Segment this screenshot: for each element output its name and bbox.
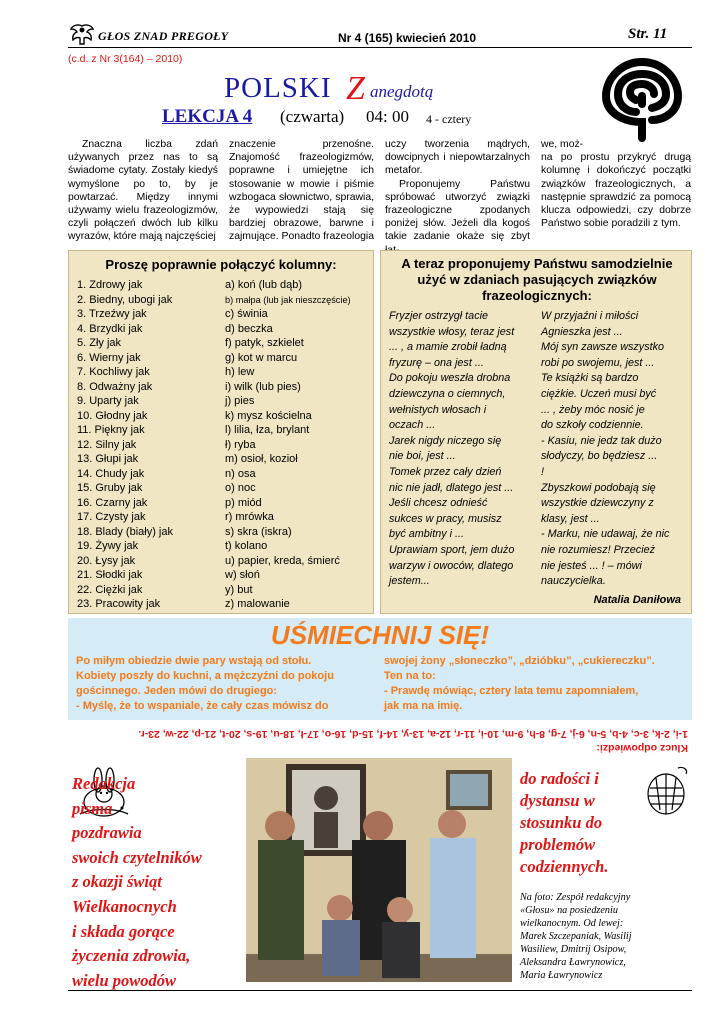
exercise-1-item: 21. Słodki jak (77, 569, 143, 581)
exercise-1-item: 7. Kochliwy jak (77, 366, 150, 378)
exercise-2-line: nie rozumiesz! Przecież (541, 543, 656, 556)
joke-line: Ten na to: (384, 670, 436, 682)
exercise-1-item: 1. Zdrowy jak (77, 279, 143, 291)
joke-right (384, 654, 684, 714)
header-rule (68, 47, 692, 48)
exercise-2-line: Jeśli chcesz odnieść (389, 497, 488, 510)
exercise-1-option: a) koń (lub dąb) (225, 279, 303, 291)
logo-text: GŁOS ZNAD PREGOŁY (98, 29, 229, 43)
exercise-1-option: m) osioł, kozioł (225, 453, 298, 465)
article-col-3a-text: uczy tworzenia mądrych, dowcipnych i niepowtarzalnych metafor. (385, 139, 530, 177)
exercise-1-option: d) beczka (225, 322, 273, 335)
exercise-1-option: n) osa (225, 467, 256, 480)
lesson-label: LEKCJA 4 (162, 106, 253, 127)
exercise-2-line: ciężkie. Uczeń musi być (541, 387, 657, 400)
joke-line: - Prawdę mówiąc, cztery lata temu zapomniałem, (384, 685, 639, 697)
exercise-1-option: l) lilia, łza, brylant (225, 424, 310, 436)
joke-line: Po miłym obiedzie dwie pary wstają od stołu. (76, 655, 312, 667)
greeting-line: wielu powodów (72, 970, 177, 990)
answer-key-text: 1-i, 2-k, 3-c, 4-b, 5-n, 6-j, 7-g, 8-h, 9-m, 10-i, 11-r, 12-a, 13-y, 14-f, 15-d, 16-o, 17-ł, 18-u, 19-s, 20-t, 21-p, 22-w, 23-r. (138, 728, 688, 740)
exercise-1-option: f) patyk, szkielet (225, 337, 304, 349)
exercise-2-line: ! (541, 465, 544, 478)
greeting-line: swoich czytelników (72, 847, 202, 867)
greeting-line: stosunku do (520, 813, 603, 832)
exercise-1-item: 6. Wierny jak (77, 351, 141, 364)
angel-logo-icon (68, 22, 96, 48)
exercise-2-line: słodyczy, bo będziesz ... (541, 450, 658, 463)
article-col-4 (541, 138, 691, 230)
exercise-2-right-list (541, 309, 687, 590)
exercise-2-line: Fryzjer ostrzygł tacie (389, 310, 488, 322)
article-col-3 (385, 138, 530, 257)
exercise-2-line: Do pokoju weszła drobna (389, 372, 511, 385)
greeting-line: i składa gorące (72, 921, 175, 941)
exercise-2-line: - Marku, nie udawaj, że nic (541, 528, 670, 541)
exercise-2-line: robi po swojemu, jest ... (541, 356, 655, 369)
greeting-line: problemów (520, 835, 596, 854)
exercise-1-item: 19. Żywy jak (77, 540, 139, 552)
exercise-1-item: 20. Łysy jak (77, 554, 136, 567)
exercise-2-line: fryzurę – ona jest ... (389, 356, 484, 369)
greeting-right (520, 768, 640, 878)
exercise-2-line: Te książki są bardzo (541, 372, 639, 385)
article-col-2-text: znaczenie przenośne. Znajomość frazeologizmów, poprawne i umiejętne ich stosowanie w mowie i piśmie wzbogaca słownictwo, sprawia, że wypowiedzi stają się bardziej obrazowe, barwne i zajmujące. Ponadto frazeologia (229, 139, 374, 243)
exercise-2-line: nic nie jadł, dlatego jest ... (389, 481, 514, 494)
exercise-2-line: dziewczyna o ciemnych, (389, 387, 506, 400)
exercise-1-option: g) kot w marcu (225, 351, 298, 364)
exercise-2-line: wszystkie dziewczyny z (541, 497, 654, 510)
exercise-1-item: 13. Głupi jak (77, 453, 139, 465)
exercise-2-author: Natalia Daniłowa (593, 594, 681, 606)
greeting-line: życzenia zdrowia, (72, 946, 191, 966)
greeting-line: pozdrawia (72, 823, 142, 843)
exercise-2-line: Tomek przez cały dzień (389, 465, 502, 478)
exercise-1-left-list (77, 278, 227, 612)
answer-key-label: Klucz odpowiedzi: (596, 742, 688, 754)
exercise-1-option: s) skra (iskra) (225, 525, 292, 538)
lesson-time-note: 4 - cztery (426, 112, 472, 126)
exercise-2-line: nie boi, jest ... (389, 450, 456, 463)
exercise-1-option: p) miód (225, 496, 262, 509)
exercise-1-box (68, 250, 374, 614)
joke-line: swojej żony „słoneczko”, „dzióbku”, „cukiereczku”. (384, 655, 655, 667)
exercise-1-item: 5. Zły jak (77, 337, 122, 349)
exercise-2-line: Mój syn zawsze wszystko (541, 341, 664, 354)
exercise-2-line: - Kasiu, nie jedz tak dużo (541, 434, 662, 447)
exercise-1-item: 10. Głodny jak (77, 409, 148, 422)
title-block (150, 72, 570, 132)
answer-key (68, 724, 692, 754)
exercise-1-item: 15. Gruby jak (77, 482, 143, 494)
exercise-1-option: i) wilk (lub pies) (225, 380, 301, 393)
exercise-1-item: 3. Trzeźwy jak (77, 308, 147, 320)
title-anegdota: anegdotą (370, 82, 434, 101)
exercise-1-item: 2. Biedny, ubogi jak (77, 293, 173, 306)
exercise-1-item: 14. Chudy jak (77, 467, 145, 480)
title-z: Z (346, 70, 365, 107)
exercise-2-line: Agnieszka jest ... (541, 325, 623, 338)
exercise-1-option: k) mysz kościelna (225, 409, 312, 422)
exercise-1-option: j) pies (225, 395, 255, 407)
article-col-4a-text: we, moż- (541, 139, 584, 150)
exercise-1-item: 4. Brzydki jak (77, 322, 143, 335)
exercise-1-item: 8. Odważny jak (77, 380, 153, 393)
greeting-line: dystansu w (520, 791, 595, 810)
exercise-2-line: ... , żeby móc nosić je (541, 403, 645, 416)
joke-box (68, 618, 692, 720)
exercise-1-item: 17. Czysty jak (77, 511, 146, 523)
issue-info: Nr 4 (165) kwiecień 2010 (338, 31, 477, 45)
title-polski: POLSKI (224, 72, 332, 104)
exercise-2-line: Uprawiam sport, jem dużo (389, 543, 515, 556)
greeting-line: do radości i (520, 769, 599, 788)
photo-caption: Na foto: Zespół redakcyjny «Głosu» na posiedzeniu wielkanocnym. Od lewej: Marek Szczepaniak, Wasilij Wasiliew, Dmitrij Osipow, Aleksandra Ławrynowicz, Maria Ławrynowicz (520, 892, 632, 981)
greeting-section (68, 758, 692, 990)
joke-title: UŚMIECHNIJ SIĘ! (270, 620, 490, 650)
exercise-1-option: r) mrówka (225, 511, 274, 523)
exercise-2-line: warzyw i owoców, dlatego (389, 559, 514, 572)
greeting-line: pisma (72, 798, 113, 818)
exercise-1-option: w) słoń (225, 569, 260, 581)
exercise-2-line: być ambitny i ... (389, 528, 465, 541)
exercise-2-title: A teraz proponujemy Państwu samodzielnie użyć w zdaniach pasujących związków frazeologicznych: (401, 256, 673, 303)
lesson-day: (czwarta) (280, 107, 345, 126)
exercise-1-option: t) kolano (225, 540, 268, 552)
exercise-2-line: wełnistych włosach i (389, 403, 487, 416)
exercise-2-line: wszystkie włosy, teraz jest (389, 325, 515, 338)
exercise-1-item: 12. Silny jak (77, 438, 137, 451)
exercise-2-line: oczach ... (389, 419, 436, 432)
exercise-1-option: b) małpa (lub jak nieszczęście) (225, 294, 351, 305)
exercise-1-option: c) świnia (225, 308, 268, 320)
greeting-left (72, 772, 242, 993)
exercise-2-line: nauczycielka. (541, 575, 606, 588)
exercise-1-item: 23. Pracowity jak (77, 598, 161, 610)
footer-rule (68, 990, 692, 991)
exercise-1-item: 11. Piękny jak (77, 424, 145, 436)
joke-line: Kobiety poszły do kuchni, a mężczyźni do pokoju (76, 670, 334, 682)
exercise-1-item: 18. Blady (biały) jak (77, 525, 173, 538)
exercise-1-option: h) lew (225, 366, 255, 378)
continued-note: (c.d. z Nr 3(164) – 2010) (68, 53, 183, 65)
exercise-2-line: sukces w pracy, musisz (389, 512, 502, 525)
labyrinth-image (592, 52, 692, 144)
easter-egg-basket-icon (638, 762, 694, 818)
exercise-1-option: o) noc (225, 482, 256, 494)
exercise-1-title: Proszę poprawnie połączyć kolumny: (105, 257, 337, 272)
exercise-1-item: 22. Ciężki jak (77, 583, 143, 596)
greeting-line: Wielkanocnych (72, 896, 177, 916)
exercise-1-item: 9. Uparty jak (77, 395, 139, 407)
exercise-2-line: ... , a mamie zrobił ładną (389, 341, 507, 354)
greeting-line: Redakcja (72, 774, 136, 793)
lesson-time: 04: 00 (366, 107, 409, 126)
exercise-2-line: nie jesteś ... ! – mówi (541, 559, 642, 572)
article-col-4b-text: na po prostu przykryć drugą kolumnę i dokończyć początki związków frazeologicznych, a następnie sprawdzić za pomocą klucza odpowiedzi, czy dobrze Państwo sobie poradzili z tym. (541, 152, 691, 230)
joke-line: jak ma na imię. (384, 700, 463, 712)
joke-left (76, 654, 376, 714)
exercise-2-line: Jarek nigdy niczego się (389, 434, 502, 447)
page-number: Str. 11 (628, 26, 668, 42)
exercise-1-option: u) papier, kreda, śmierć (225, 554, 340, 567)
exercise-1-option: ł) ryba (225, 438, 256, 451)
article-col-3b-text: Proponujemy Państwu spróbować utworzyć związki frazeologiczne zpodanych poniżej słów. Jeżeli dla kogoś takie zadanie okaże się zbyt (385, 178, 530, 243)
editorial-team-photo (246, 758, 512, 982)
exercise-1-right-list (225, 278, 375, 612)
article-col-1 (68, 138, 218, 244)
exercise-2-line: jestem... (389, 575, 430, 588)
exercise-2-line: do szkoły codziennie. (541, 419, 644, 432)
exercise-1-item: 16. Czarny jak (77, 496, 148, 509)
exercise-2-line: W przyjaźni i miłości (541, 310, 639, 322)
article-col-2 (229, 138, 374, 244)
exercise-2-line: klasy, jest ... (541, 512, 600, 525)
exercise-2-box (380, 250, 692, 614)
joke-line: - Myślę, że to wspaniale, że cały czas mówisz do (76, 700, 329, 712)
exercise-2-line: Zbyszkowi podobają się (541, 481, 656, 494)
article-col-1-text: Znaczna liczba zdań używanych przez nas to są świadome cytaty. Zostały kiedyś wymyślone po to, by je powtarzać. Między innymi używamy wielu frazeologizmów, czyli połączeń dwóch lub kilku wyrazów, które mają najczęściej (68, 139, 218, 243)
exercise-2-left-list (389, 309, 535, 590)
greeting-line: z okazji świąt (72, 872, 162, 892)
exercise-1-option: y) but (225, 583, 253, 596)
header (68, 20, 692, 50)
greeting-line: codziennych. (520, 857, 609, 876)
joke-line: gościnnego. Jeden mówi do drugiego: (76, 685, 278, 697)
exercise-1-option: z) malowanie (225, 598, 290, 610)
